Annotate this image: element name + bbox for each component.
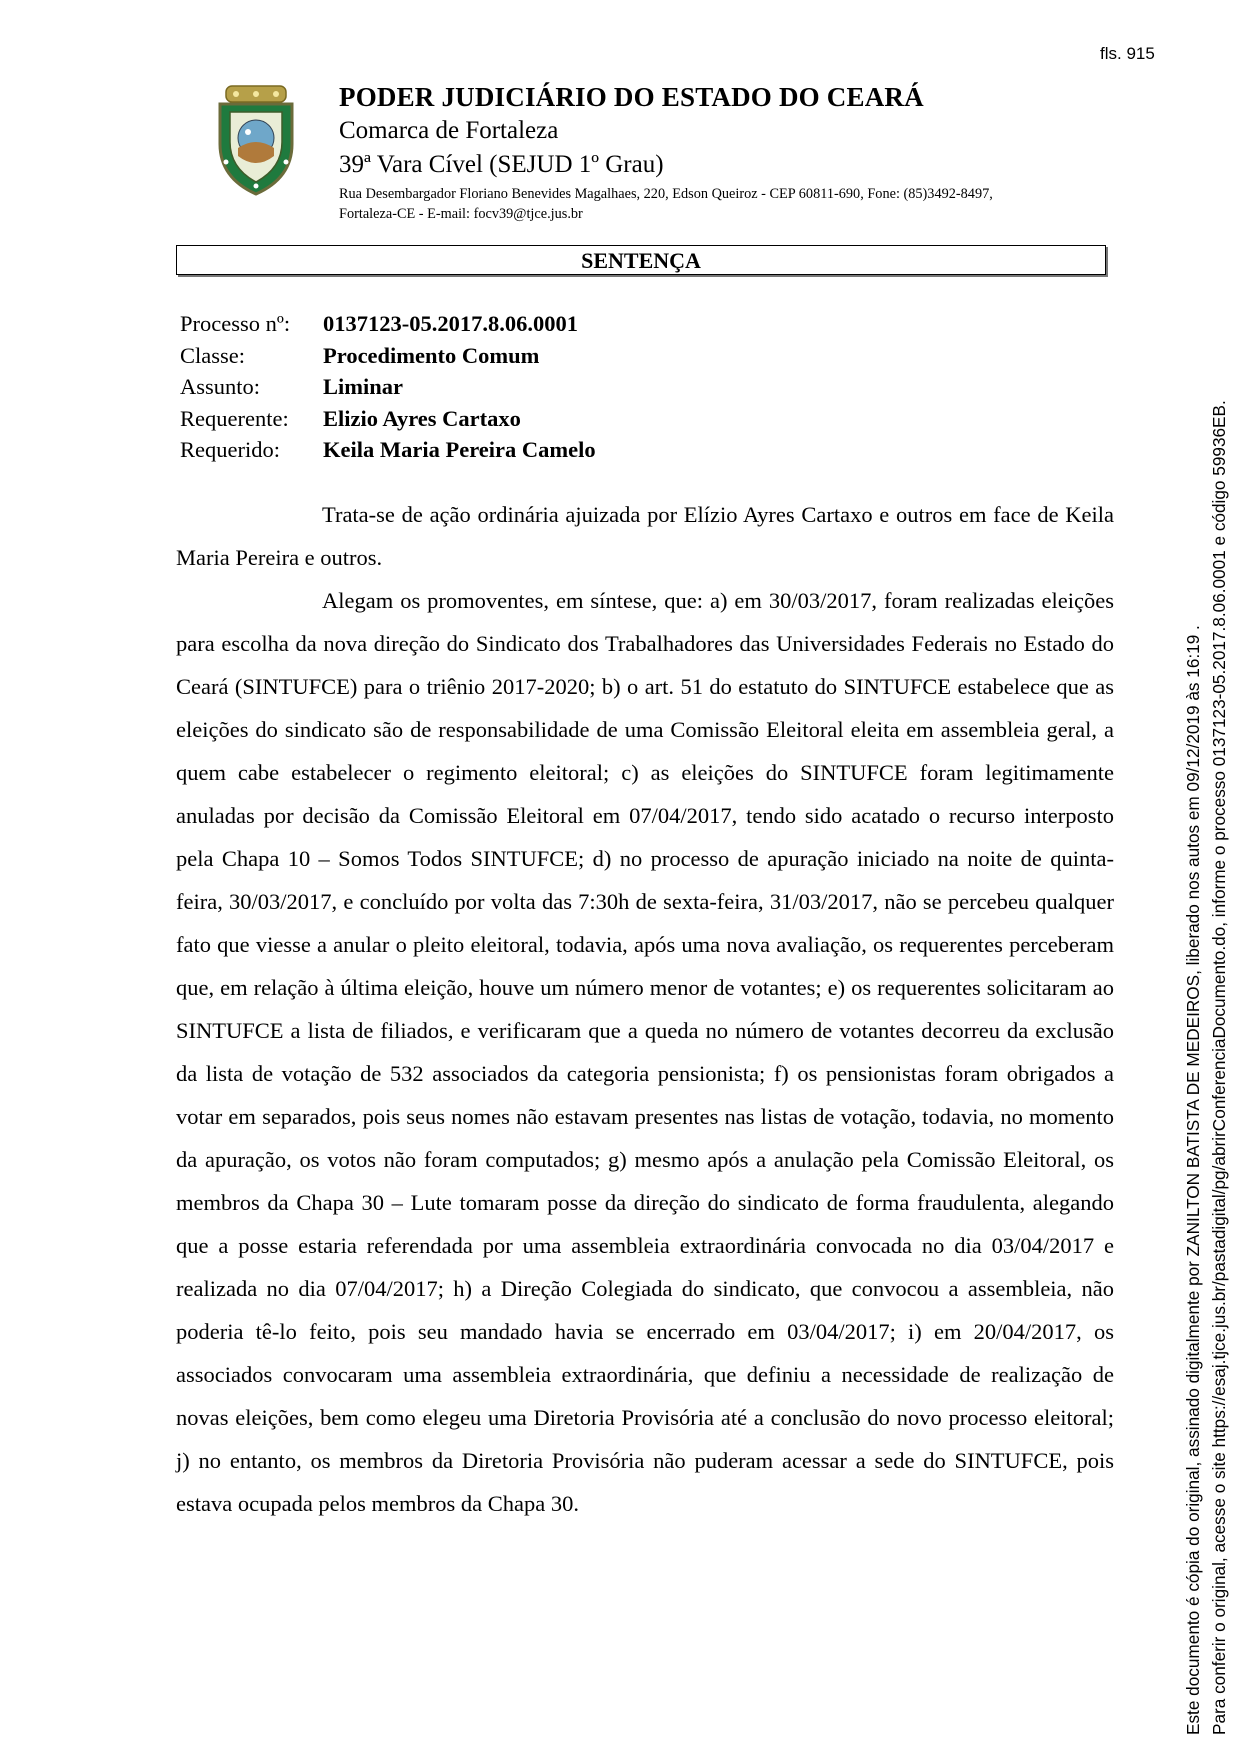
case-info-row	[180, 434, 596, 466]
signature-note-line: Este documento é cópia do original, assinado digitalmente por ZANILTON BATISTA DE MEDEIROS, liberado nos autos em 09/12/2019 às 16:19 .	[1183, 625, 1203, 1735]
court-title: PODER JUDICIÁRIO DO ESTADO DO CEARÁ	[339, 82, 924, 112]
case-info-label: Requerente:	[180, 405, 289, 431]
case-info-row	[180, 371, 596, 403]
sentence-body	[176, 493, 1114, 1525]
case-info-value: Procedimento Comum	[323, 342, 540, 368]
comarca: Comarca de Fortaleza	[339, 117, 559, 144]
paragraph: Trata-se de ação ordinária ajuizada por Elízio Ayres Cartaxo e outros em face de Keila Maria Pereira e outros.	[176, 502, 1114, 570]
case-info-value: Elizio Ayres Cartaxo	[323, 405, 521, 431]
case-info-label: Assunto:	[180, 374, 261, 399]
ceara-coat-of-arms-icon	[210, 78, 302, 196]
paragraph: Alegam os promoventes, em síntese, que: a) em 30/03/2017, foram realizadas eleições para escolha da nova direção do Sindicato dos Trabalhadores das Universidades Federais no Estado do Ceará (SINTUFCE) para o triênio 2017-2020; b) o art. 51 do estatuto do SINTUFCE estabelece que as eleições do sindicato são de responsabilidade de uma Comissão Eleitoral eleita em assembleia geral, a quem cabe estabelecer o regimento eleitoral; c) as eleições do SINTUFCE foram legitimamente anuladas por decisão da Comissão Eleitoral em 07/04/2017, tendo sido acatado o recurso interposto pela Chapa 10 – Somos Todos SINTUFCE; d) no processo de apuração iniciado na noite de quinta-feira, 30/03/2017, e concluído por volta das 7:30h de sexta-feira, 31/03/2017, não se percebeu qualquer fato que viesse a anular o pleito eleitoral, todavia, após uma nova avaliação, os requerentes perceberam que, em relação à última eleição, houve um número menor de votantes; e) os requerentes solicitaram ao SINTUFCE a lista de filiados, e verificaram que a queda no número de votantes decorreu da exclusão da lista de votação de 532 associados da categoria pensionista; f) os pensionistas foram obrigados a votar em separados, pois seus nomes não estavam presentes nas listas de votação, todavia, no momento da apuração, os votos não foram computados; g) mesmo após a anulação pela Comissão Eleitoral, os membros da Chapa 30 – Lute tomaram posse da direção do sindicato de forma fraudulenta, alegando que a posse estaria referendada por uma assembleia extraordinária convocada no dia 03/04/2017 e realizada no dia 07/04/2017; h) a Direção Colegiada do sindicato, que convocou a assembleia, não poderia tê-lo feito, pois seu mandado havia se encerrado em 03/04/2017; i) em 20/04/2017, os associados convocaram uma assembleia extraordinária, que definiu a necessidade de realização de novas eleições, bem como elegeu uma Diretoria Provisória até a conclusão do novo processo eleitoral; j) no entanto, os membros da Diretoria Provisória não puderam acessar a sede do SINTUFCE, pois estava ocupada pelos membros da Chapa 30.	[176, 588, 1114, 1516]
case-info-value: Keila Maria Pereira Camelo	[323, 437, 596, 462]
vara: 39ª Vara Cível (SEJUD 1º Grau)	[339, 151, 664, 178]
verification-note-line: Para conferir o original, acesse o site https://esaj.tjce.jus.br/pastadigital/pg/abrirConferenciaDocumento.do, informe o processo 0137123-05.2017.8.06.0001 e código 59936EB.	[1209, 400, 1229, 1735]
case-info	[180, 308, 596, 466]
page-number: fls. 915	[1100, 44, 1155, 63]
case-info-value: 0137123-05.2017.8.06.0001	[323, 311, 578, 336]
document-title: SENTENÇA	[176, 245, 1106, 275]
case-info-row	[180, 340, 596, 372]
digital-signature-note	[1180, 275, 1232, 1735]
case-info-label: Classe:	[180, 342, 245, 368]
case-info-row	[180, 403, 596, 435]
case-info-label: Requerido:	[180, 437, 280, 462]
court-header	[339, 80, 1039, 224]
court-address: Rua Desembargador Floriano Benevides Magalhaes, 220, Edson Queiroz - CEP 60811-690, Fone: (85)3492-8497, Fortaleza-CE - E-mail: focv39@tjce.jus.br	[339, 186, 993, 222]
case-info-label: Processo nº:	[180, 311, 291, 336]
case-info-row	[180, 308, 596, 340]
case-info-value: Liminar	[323, 374, 404, 399]
